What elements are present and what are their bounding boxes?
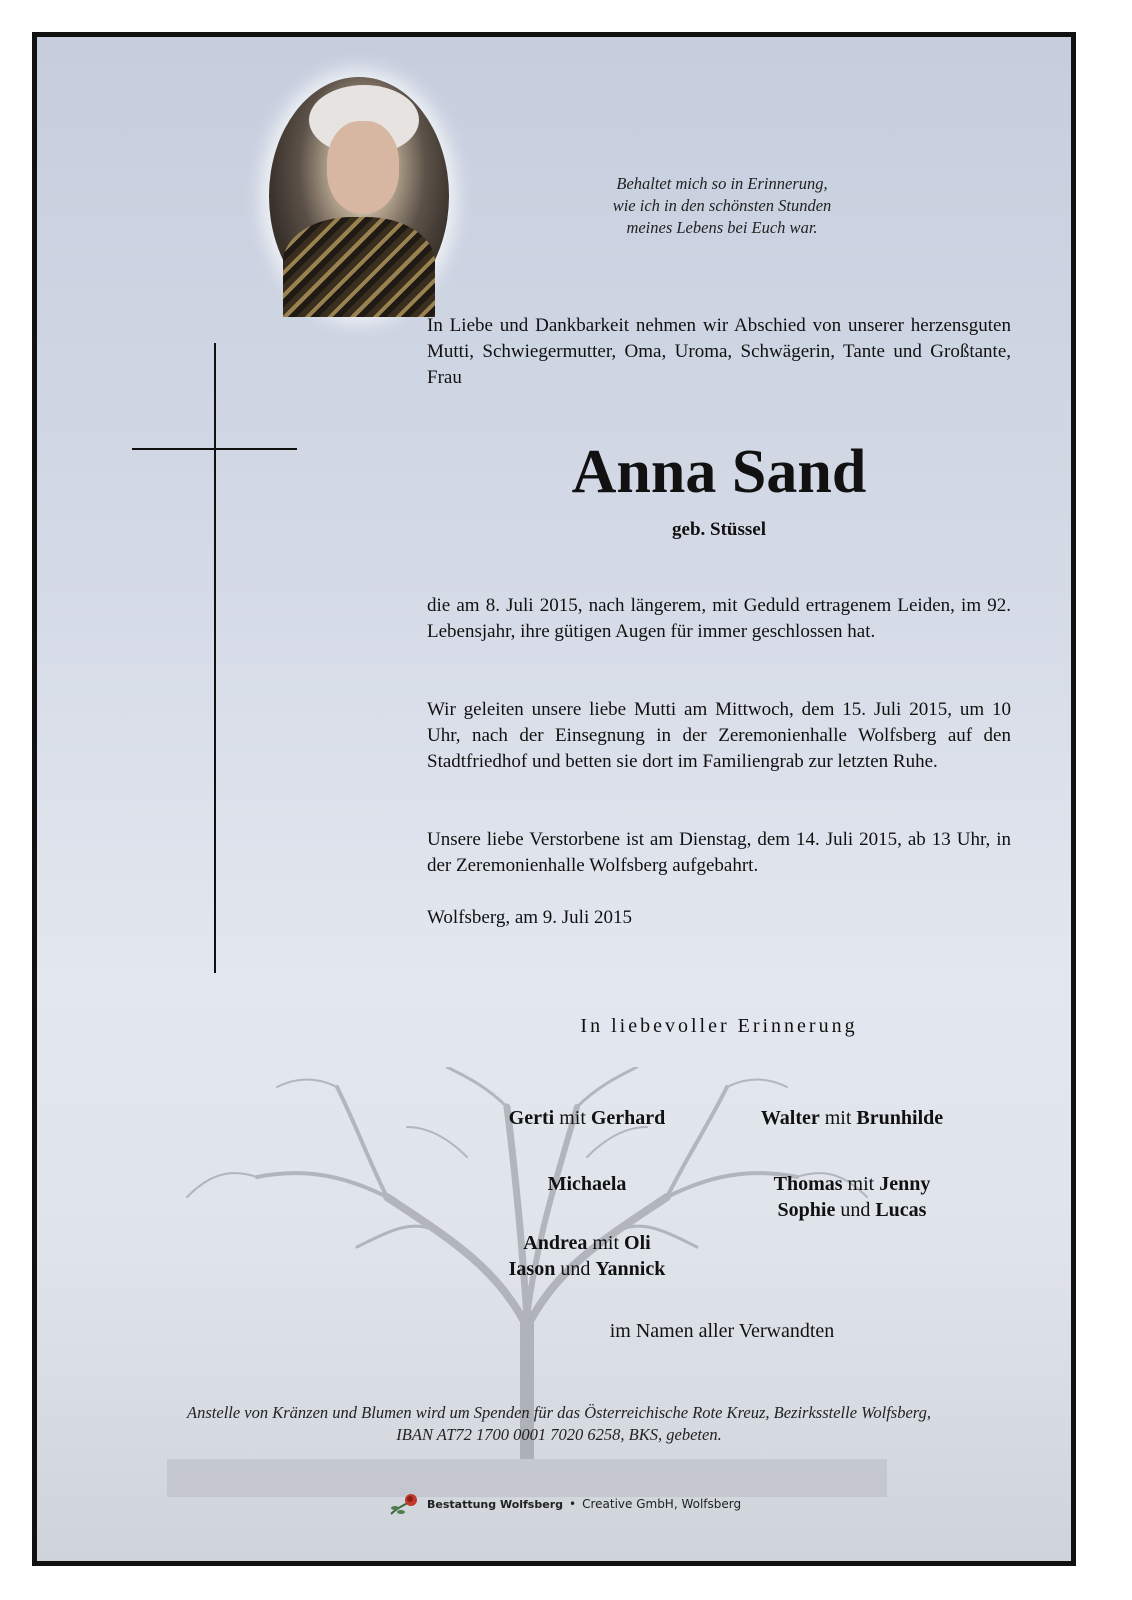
remembrance-heading: In liebevoller Erinnerung — [580, 1015, 858, 1037]
connector: und — [560, 1258, 591, 1280]
funeral-home-company: Creative GmbH, Wolfsberg — [582, 1497, 742, 1511]
funeral-paragraph: Wir geleiten unsere liebe Mutti am Mittwoch, dem 15. Juli 2015, um 10 Uhr, nach der Einsegnung in der Zeremonienhalle Wolfsberg auf den Stadtfriedhof und betten sie dort im Familiengrab zur letzten Ruhe. — [427, 699, 1011, 772]
place-date: Wolfsberg, am 9. Juli 2015 — [427, 907, 632, 928]
death-paragraph: die am 8. Juli 2015, nach längerem, mit Geduld ertragenem Leiden, im 92. Lebensjahr, ihre gütigen Augen für immer geschlossen hat. — [427, 595, 1011, 642]
family-entry-walter — [727, 1105, 977, 1131]
verse-line: meines Lebens bei Euch war. — [626, 218, 818, 237]
funeral-home-brand: Bestattung Wolfsberg — [427, 1497, 563, 1511]
portrait-photo — [269, 77, 449, 315]
viewing-paragraph: Unsere liebe Verstorbene ist am Dienstag, dem 14. Juli 2015, ab 13 Uhr, in der Zeremonienhalle Wolfsberg aufgebahrt. — [427, 829, 1011, 876]
family-name: Andrea — [523, 1232, 588, 1254]
family-entry-andrea — [467, 1230, 707, 1282]
family-name: Jenny — [879, 1173, 931, 1195]
family-name: Sophie — [777, 1199, 836, 1221]
donation-line: Anstelle von Kränzen und Blumen wird um Spenden für das Österreichische Rote Kreuz, Bezirksstelle Wolfsberg, — [187, 1403, 931, 1422]
connector: mit — [847, 1173, 875, 1195]
cross-horizontal-bar — [132, 448, 297, 450]
memorial-verse — [567, 173, 877, 239]
family-name: Walter — [760, 1107, 820, 1129]
family-name: Thomas — [773, 1173, 843, 1195]
verse-line: wie ich in den schönsten Stunden — [612, 196, 832, 215]
family-name: Gerti — [508, 1107, 555, 1129]
donation-line: IBAN AT72 1700 0001 7020 6258, BKS, gebeten. — [396, 1425, 722, 1444]
portrait-face — [327, 121, 399, 213]
intro-paragraph: In Liebe und Dankbarkeit nehmen wir Abschied von unserer herzensguten Mutti, Schwiegermutter, Oma, Uroma, Schwägerin, Tante und Großtante, Frau — [427, 315, 1011, 388]
family-name: Brunhilde — [856, 1107, 944, 1129]
donation-note — [97, 1402, 1021, 1446]
family-name: Oli — [624, 1232, 651, 1254]
family-entry-thomas — [727, 1171, 977, 1223]
family-entry-gerti — [467, 1105, 707, 1131]
relatives-line: im Namen aller Verwandten — [609, 1320, 835, 1342]
family-name: Lucas — [875, 1199, 927, 1221]
connector: mit — [824, 1107, 852, 1129]
deceased-name: Anna Sand — [571, 438, 867, 506]
footer-separator: • — [569, 1497, 577, 1511]
family-name: Iason — [508, 1258, 556, 1280]
connector: mit — [559, 1107, 586, 1129]
connector: und — [840, 1199, 871, 1221]
family-entry-michaela — [467, 1171, 707, 1197]
portrait-clothing — [283, 217, 435, 317]
obituary-card — [32, 32, 1076, 1566]
family-name: Yannick — [595, 1258, 666, 1280]
funeral-home-footer — [387, 1489, 887, 1519]
family-name: Michaela — [547, 1173, 627, 1195]
family-name: Gerhard — [590, 1107, 666, 1129]
cross-vertical-bar — [214, 343, 216, 973]
rose-icon — [387, 1490, 421, 1518]
connector: mit — [592, 1232, 620, 1254]
birth-name: geb. Stüssel — [672, 519, 766, 540]
verse-line: Behaltet mich so in Erinnerung, — [616, 174, 828, 193]
